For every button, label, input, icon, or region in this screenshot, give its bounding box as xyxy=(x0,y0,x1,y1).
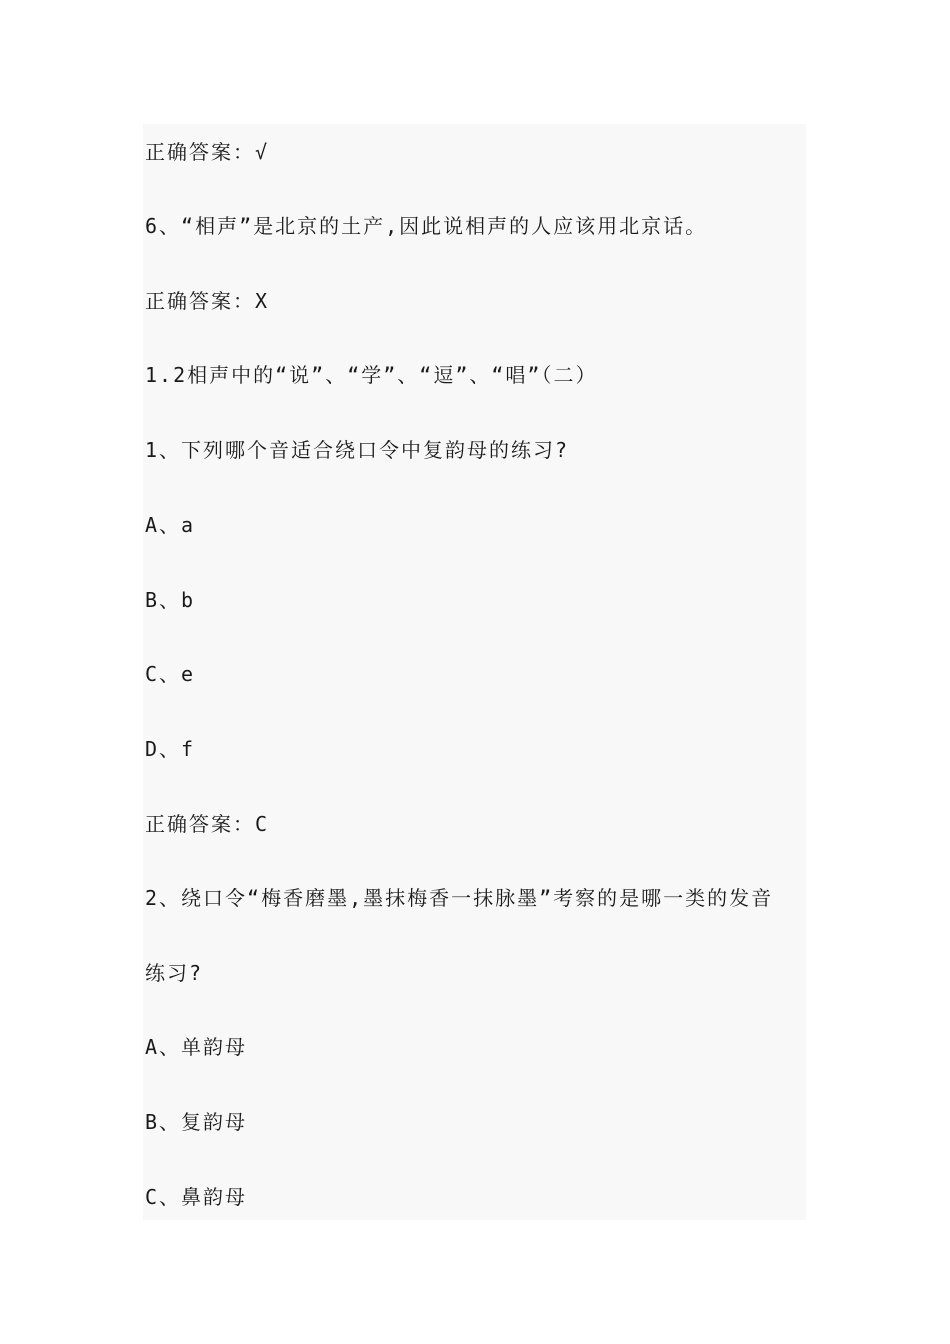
option-d: D、f xyxy=(145,737,196,761)
option-a: A、单韵母 xyxy=(145,1035,248,1059)
option-a: A、a xyxy=(145,513,196,537)
option-b: B、复韵母 xyxy=(145,1110,248,1134)
option-c: C、e xyxy=(145,662,196,686)
answer-line: 正确答案：√ xyxy=(145,140,270,164)
question-6: 6、“相声”是北京的土产,因此说相声的人应该用北京话。 xyxy=(145,214,708,238)
option-b: B、b xyxy=(145,588,196,612)
answer-line: 正确答案：C xyxy=(145,812,270,836)
answer-line: 正确答案：X xyxy=(145,289,270,313)
section-heading: 1.2相声中的“说”、“学”、“逗”、“唱”（二） xyxy=(145,363,598,387)
question-1: 1、下列哪个音适合绕口令中复韵母的练习? xyxy=(145,438,570,462)
question-2-continued: 练习? xyxy=(145,961,204,985)
option-c: C、鼻韵母 xyxy=(145,1185,248,1209)
question-2: 2、绕口令“梅香磨墨,墨抹梅香一抹脉墨”考察的是哪一类的发音 xyxy=(145,886,774,910)
